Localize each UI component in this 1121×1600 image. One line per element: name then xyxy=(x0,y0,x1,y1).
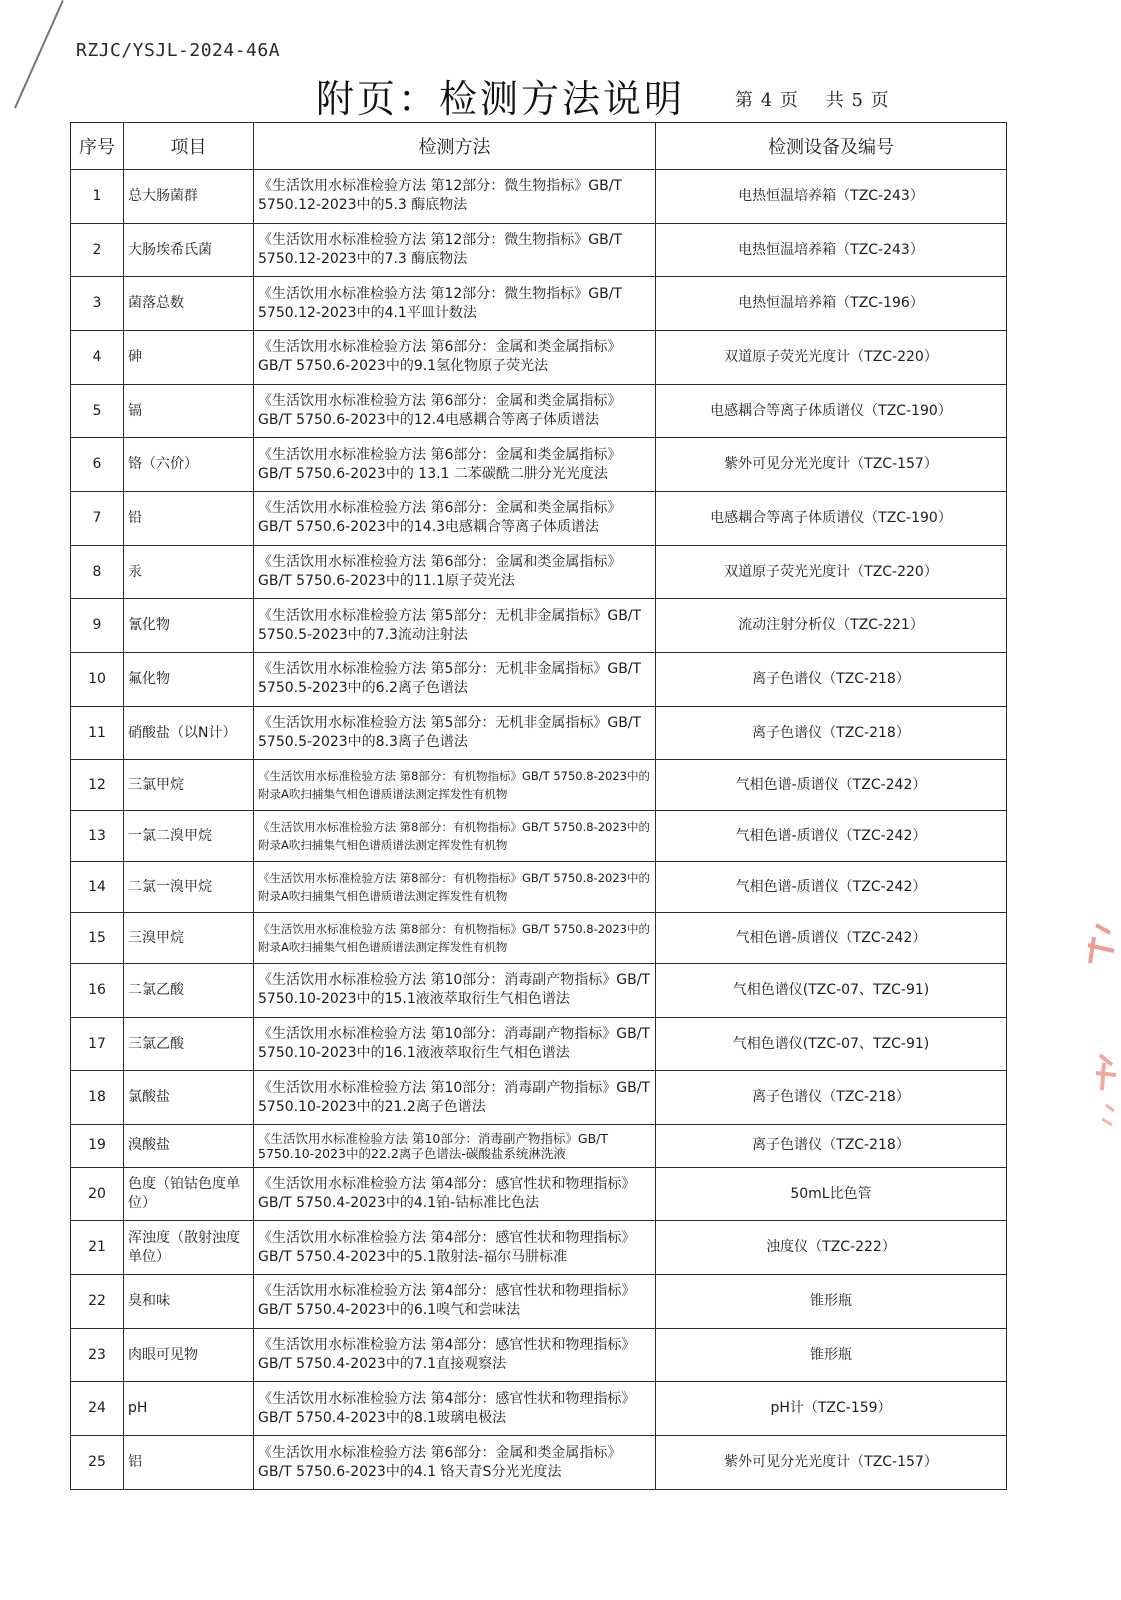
header-no: 序号 xyxy=(71,123,124,170)
row-number: 15 xyxy=(71,913,124,964)
row-item: 三氯甲烷 xyxy=(124,760,254,811)
table-row xyxy=(71,599,1007,653)
row-equipment: 气相色谱仪(TZC-07、TZC-91) xyxy=(656,1017,1007,1071)
row-number: 14 xyxy=(71,862,124,913)
row-number: 6 xyxy=(71,438,124,492)
row-method: 《生活饮用水标准检验方法 第12部分：微生物指标》GB/T 5750.12-2023中的4.1平皿计数法 xyxy=(254,277,656,331)
table-row xyxy=(71,913,1007,964)
row-item: 三溴甲烷 xyxy=(124,913,254,964)
row-method: 《生活饮用水标准检验方法 第6部分：金属和类金属指标》GB/T 5750.6-2023中的4.1 铬天青S分光光度法 xyxy=(254,1436,656,1490)
table-row xyxy=(71,862,1007,913)
row-equipment: 电热恒温培养箱（TZC-243） xyxy=(656,170,1007,224)
row-number: 4 xyxy=(71,331,124,385)
row-method: 《生活饮用水标准检验方法 第8部分：有机物指标》GB/T 5750.8-2023中的附录A吹扫捕集气相色谱质谱法测定挥发性有机物 xyxy=(254,913,656,964)
row-item: 汞 xyxy=(124,545,254,599)
row-number: 3 xyxy=(71,277,124,331)
row-item: 砷 xyxy=(124,331,254,385)
row-item: 铅 xyxy=(124,492,254,546)
scan-edge-line xyxy=(14,0,64,109)
row-equipment: 电热恒温培养箱（TZC-196） xyxy=(656,277,1007,331)
row-item: 肉眼可见物 xyxy=(124,1328,254,1382)
row-item: 铬（六价） xyxy=(124,438,254,492)
table-row xyxy=(71,1436,1007,1490)
table-row xyxy=(71,1017,1007,1071)
table-row xyxy=(71,964,1007,1018)
table-row xyxy=(71,492,1007,546)
row-item: 臭和味 xyxy=(124,1275,254,1329)
red-seal-stamp-fragment xyxy=(1076,915,1121,1184)
row-equipment: 锥形瓶 xyxy=(656,1275,1007,1329)
table-row xyxy=(71,545,1007,599)
row-number: 18 xyxy=(71,1071,124,1125)
table-row xyxy=(71,760,1007,811)
row-equipment: 电感耦合等离子体质谱仪（TZC-190） xyxy=(656,492,1007,546)
row-method: 《生活饮用水标准检验方法 第8部分：有机物指标》GB/T 5750.8-2023中的附录A吹扫捕集气相色谱质谱法测定挥发性有机物 xyxy=(254,862,656,913)
row-equipment: 50mL比色管 xyxy=(656,1167,1007,1221)
row-method: 《生活饮用水标准检验方法 第6部分：金属和类金属指标》GB/T 5750.6-2023中的12.4电感耦合等离子体质谱法 xyxy=(254,384,656,438)
row-method: 《生活饮用水标准检验方法 第8部分：有机物指标》GB/T 5750.8-2023中的附录A吹扫捕集气相色谱质谱法测定挥发性有机物 xyxy=(254,760,656,811)
row-number: 13 xyxy=(71,811,124,862)
table-body xyxy=(71,170,1007,1490)
row-item: 溴酸盐 xyxy=(124,1125,254,1168)
row-item: 硝酸盐（以N计） xyxy=(124,706,254,760)
table-row xyxy=(71,1275,1007,1329)
row-method: 《生活饮用水标准检验方法 第5部分：无机非金属指标》GB/T 5750.5-2023中的8.3离子色谱法 xyxy=(254,706,656,760)
row-method: 《生活饮用水标准检验方法 第4部分：感官性状和物理指标》GB/T 5750.4-2023中的8.1玻璃电极法 xyxy=(254,1382,656,1436)
table-row xyxy=(71,438,1007,492)
row-number: 22 xyxy=(71,1275,124,1329)
row-number: 7 xyxy=(71,492,124,546)
row-item: pH xyxy=(124,1382,254,1436)
row-equipment: 离子色谱仪（TZC-218） xyxy=(656,653,1007,707)
row-equipment: 电感耦合等离子体质谱仪（TZC-190） xyxy=(656,384,1007,438)
row-item: 二氯一溴甲烷 xyxy=(124,862,254,913)
row-number: 17 xyxy=(71,1017,124,1071)
row-item: 氰化物 xyxy=(124,599,254,653)
row-equipment: 气相色谱-质谱仪（TZC-242） xyxy=(656,913,1007,964)
row-item: 一氯二溴甲烷 xyxy=(124,811,254,862)
row-equipment: 紫外可见分光光度计（TZC-157） xyxy=(656,438,1007,492)
test-methods-table xyxy=(70,122,1007,1490)
row-method: 《生活饮用水标准检验方法 第4部分：感官性状和物理指标》GB/T 5750.4-2023中的5.1散射法-福尔马肼标准 xyxy=(254,1221,656,1275)
row-method: 《生活饮用水标准检验方法 第4部分：感官性状和物理指标》GB/T 5750.4-2023中的7.1直接观察法 xyxy=(254,1328,656,1382)
row-method: 《生活饮用水标准检验方法 第12部分：微生物指标》GB/T 5750.12-2023中的7.3 酶底物法 xyxy=(254,223,656,277)
row-number: 10 xyxy=(71,653,124,707)
row-method: 《生活饮用水标准检验方法 第5部分：无机非金属指标》GB/T 5750.5-2023中的6.2离子色谱法 xyxy=(254,653,656,707)
row-method: 《生活饮用水标准检验方法 第6部分：金属和类金属指标》GB/T 5750.6-2023中的14.3电感耦合等离子体质谱法 xyxy=(254,492,656,546)
page-title: 附页：检测方法说明 xyxy=(316,77,686,121)
row-method: 《生活饮用水标准检验方法 第10部分：消毒副产物指标》GB/T 5750.10-2023中的22.2离子色谱法-碳酸盐系统淋洗液 xyxy=(254,1125,656,1168)
row-method: 《生活饮用水标准检验方法 第4部分：感官性状和物理指标》GB/T 5750.4-2023中的6.1嗅气和尝味法 xyxy=(254,1275,656,1329)
row-method: 《生活饮用水标准检验方法 第12部分：微生物指标》GB/T 5750.12-2023中的5.3 酶底物法 xyxy=(254,170,656,224)
row-number: 5 xyxy=(71,384,124,438)
row-equipment: 电热恒温培养箱（TZC-243） xyxy=(656,223,1007,277)
row-number: 1 xyxy=(71,170,124,224)
row-number: 21 xyxy=(71,1221,124,1275)
table-row xyxy=(71,170,1007,224)
row-number: 2 xyxy=(71,223,124,277)
row-item: 铝 xyxy=(124,1436,254,1490)
row-item: 镉 xyxy=(124,384,254,438)
row-number: 16 xyxy=(71,964,124,1018)
row-number: 24 xyxy=(71,1382,124,1436)
row-method: 《生活饮用水标准检验方法 第10部分：消毒副产物指标》GB/T 5750.10-2023中的21.2离子色谱法 xyxy=(254,1071,656,1125)
row-equipment: 离子色谱仪（TZC-218） xyxy=(656,1071,1007,1125)
row-equipment: pH计（TZC-159） xyxy=(656,1382,1007,1436)
document-code: RZJC/YSJL-2024-46A xyxy=(76,40,281,61)
row-method: 《生活饮用水标准检验方法 第6部分：金属和类金属指标》GB/T 5750.6-2023中的11.1原子荧光法 xyxy=(254,545,656,599)
row-method: 《生活饮用水标准检验方法 第4部分：感官性状和物理指标》GB/T 5750.4-2023中的4.1铂-钴标准比色法 xyxy=(254,1167,656,1221)
table-row xyxy=(71,1382,1007,1436)
row-item: 大肠埃希氏菌 xyxy=(124,223,254,277)
row-number: 12 xyxy=(71,760,124,811)
row-equipment: 双道原子荧光光度计（TZC-220） xyxy=(656,545,1007,599)
row-item: 二氯乙酸 xyxy=(124,964,254,1018)
row-number: 25 xyxy=(71,1436,124,1490)
row-number: 8 xyxy=(71,545,124,599)
row-number: 19 xyxy=(71,1125,124,1168)
row-item: 氟化物 xyxy=(124,653,254,707)
row-method: 《生活饮用水标准检验方法 第10部分：消毒副产物指标》GB/T 5750.10-2023中的15.1液液萃取衍生气相色谱法 xyxy=(254,964,656,1018)
table-row xyxy=(71,1167,1007,1221)
row-equipment: 气相色谱仪(TZC-07、TZC-91) xyxy=(656,964,1007,1018)
row-method: 《生活饮用水标准检验方法 第6部分：金属和类金属指标》GB/T 5750.6-2023中的9.1氢化物原子荧光法 xyxy=(254,331,656,385)
row-equipment: 离子色谱仪（TZC-218） xyxy=(656,706,1007,760)
table-row xyxy=(71,384,1007,438)
row-method: 《生活饮用水标准检验方法 第8部分：有机物指标》GB/T 5750.8-2023中的附录A吹扫捕集气相色谱质谱法测定挥发性有机物 xyxy=(254,811,656,862)
row-equipment: 气相色谱-质谱仪（TZC-242） xyxy=(656,862,1007,913)
table-row xyxy=(71,1328,1007,1382)
row-equipment: 离子色谱仪（TZC-218） xyxy=(656,1125,1007,1168)
seal-fragment-icon xyxy=(1076,915,1121,1175)
row-item: 色度（铂钴色度单位） xyxy=(124,1167,254,1221)
header-equipment: 检测设备及编号 xyxy=(656,123,1007,170)
row-item: 三氯乙酸 xyxy=(124,1017,254,1071)
table-row xyxy=(71,277,1007,331)
table-row xyxy=(71,1071,1007,1125)
row-number: 11 xyxy=(71,706,124,760)
row-equipment: 气相色谱-质谱仪（TZC-242） xyxy=(656,760,1007,811)
row-equipment: 流动注射分析仪（TZC-221） xyxy=(656,599,1007,653)
row-equipment: 气相色谱-质谱仪（TZC-242） xyxy=(656,811,1007,862)
page-number: 第 4 页 共 5 页 xyxy=(735,90,890,111)
row-method: 《生活饮用水标准检验方法 第6部分：金属和类金属指标》GB/T 5750.6-2023中的 13.1 二苯碳酰二肼分光光度法 xyxy=(254,438,656,492)
row-equipment: 浊度仪（TZC-222） xyxy=(656,1221,1007,1275)
table-row xyxy=(71,811,1007,862)
table-row xyxy=(71,1221,1007,1275)
row-item: 氯酸盐 xyxy=(124,1071,254,1125)
row-item: 菌落总数 xyxy=(124,277,254,331)
row-equipment: 锥形瓶 xyxy=(656,1328,1007,1382)
row-equipment: 双道原子荧光光度计（TZC-220） xyxy=(656,331,1007,385)
table-row xyxy=(71,1125,1007,1168)
row-number: 20 xyxy=(71,1167,124,1221)
header-item: 项目 xyxy=(124,123,254,170)
table-row xyxy=(71,706,1007,760)
table-row xyxy=(71,653,1007,707)
row-item: 总大肠菌群 xyxy=(124,170,254,224)
row-item: 浑浊度（散射浊度单位） xyxy=(124,1221,254,1275)
table-row xyxy=(71,331,1007,385)
table-header-row xyxy=(71,123,1007,170)
row-equipment: 紫外可见分光光度计（TZC-157） xyxy=(656,1436,1007,1490)
row-method: 《生活饮用水标准检验方法 第5部分：无机非金属指标》GB/T 5750.5-2023中的7.3流动注射法 xyxy=(254,599,656,653)
row-number: 23 xyxy=(71,1328,124,1382)
row-method: 《生活饮用水标准检验方法 第10部分：消毒副产物指标》GB/T 5750.10-2023中的16.1液液萃取衍生气相色谱法 xyxy=(254,1017,656,1071)
header-method: 检测方法 xyxy=(254,123,656,170)
row-number: 9 xyxy=(71,599,124,653)
table-row xyxy=(71,223,1007,277)
